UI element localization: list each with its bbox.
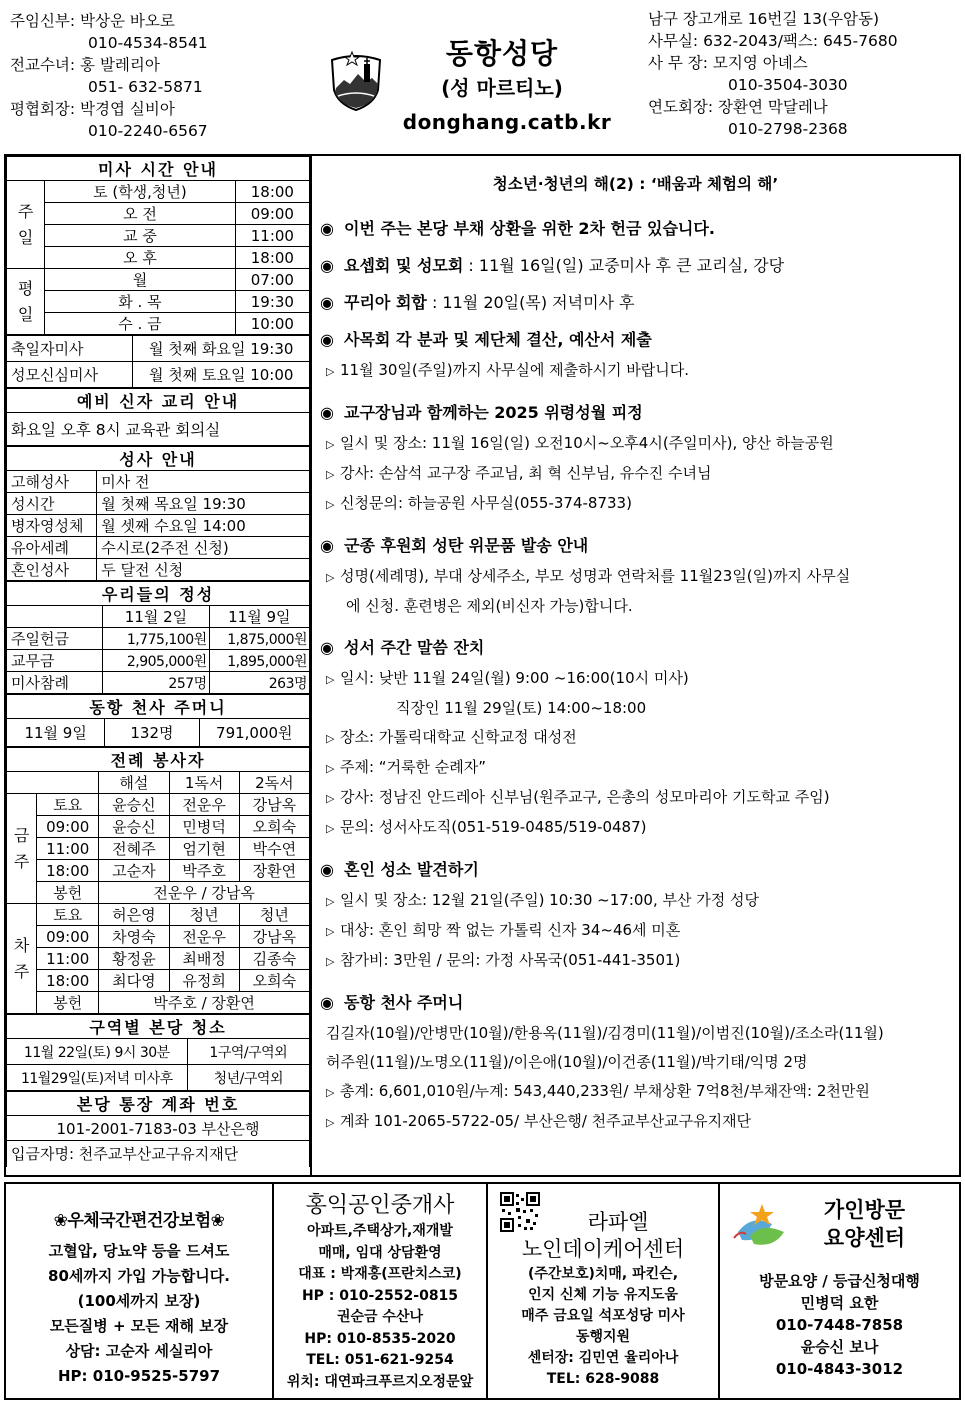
ad-line: (100세까지 보장) — [77, 1292, 201, 1310]
info-sidebar — [6, 156, 312, 1175]
account-table — [6, 1091, 310, 1167]
server-name: 최배정 — [169, 948, 239, 970]
ad-line: HP : 010-2552-0815 — [301, 1287, 459, 1304]
server-name: 유정희 — [169, 970, 239, 992]
notice-line — [320, 916, 951, 946]
notice-line — [320, 753, 951, 783]
notice-line-text: 총계: 6,601,010원/누계: 543,440,233원/ 부채상환 7억8천/부채잔액: 2천만원 — [340, 1082, 870, 1100]
triangle-bullet-icon: ▷ — [326, 365, 335, 378]
special-mass-name: 축일자미사 — [7, 336, 133, 362]
cleaning-group: 1구역/구역외 — [187, 1039, 309, 1065]
server-time: 11:00 — [37, 948, 99, 970]
ad-line: 대표 : 박재홍(프란치스코) — [298, 1266, 462, 1282]
notice-detail: : 11월 16일(일) 교중미사 후 큰 교리실, 강당 — [463, 256, 785, 275]
offering-col-date: 11월 2일 — [103, 606, 209, 628]
section-heading: 본당 통장 계좌 번호 — [7, 1092, 310, 1116]
ad-line: 고혈압, 당뇨약 등을 드셔도 — [48, 1242, 230, 1260]
offertory-names: 박주호 / 장환연 — [99, 992, 310, 1014]
notice-line-text: 성명(세례명), 부대 상세주소, 부모 성명과 연락처를 11월23일(일)까지 사무실 — [340, 567, 851, 585]
sacrament-value: 두 달전 신청 — [97, 559, 310, 581]
servers-col-header: 1독서 — [169, 772, 239, 794]
ad-real-estate — [274, 1184, 488, 1398]
ad-line: 위치: 대연파크푸르지오정문앞 — [286, 1373, 474, 1390]
special-mass-name: 성모신심미사 — [7, 362, 133, 388]
header-contact-line: 전교수녀: 홍 발레리아 — [10, 56, 160, 74]
account-number: 101-2001-7183-03 부산은행 — [7, 1116, 310, 1141]
notice-line-text: 일시 및 장소: 11월 16일(일) 오전10시~오후4시(주일미사), 양산 하늘공원 — [340, 434, 834, 452]
notice-line — [320, 813, 951, 843]
notice-line-text: 계좌 101-2065-5722-05/ 부산은행/ 천주교부산교구유지재단 — [340, 1112, 752, 1130]
section-heading: 전례 봉사자 — [7, 748, 310, 772]
sacrament-table — [6, 446, 310, 581]
notice-line-text: 참가비: 3만원 / 문의: 가정 사목국(051-441-3501) — [340, 951, 681, 969]
angel-amount: 791,000원 — [199, 719, 309, 747]
server-time: 18:00 — [37, 970, 99, 992]
triangle-bullet-icon: ▷ — [326, 1116, 335, 1129]
notice-title: 군종 후원회 성탄 위문품 발송 안내 — [344, 536, 589, 555]
notice-line — [320, 459, 951, 489]
ad-title: 가인방문 — [823, 1198, 906, 1222]
ad-line: 매매, 임대 상담환영 — [318, 1244, 442, 1261]
parish-title: 동항성당 — [445, 37, 559, 70]
servers-col-header: 해설 — [99, 772, 169, 794]
ad-title: 노인데이케어센터 — [521, 1237, 685, 1261]
notice-line — [320, 356, 951, 386]
notice-line-text: 일시 및 장소: 12월 21일(주일) 10:30 ~17:00, 부산 가정 성당 — [340, 891, 759, 909]
offering-value: 257명 — [103, 672, 209, 694]
ad-line: HP: 010-9525-5797 — [57, 1367, 221, 1385]
mass-time: 10:00 — [235, 313, 309, 335]
notice-line — [320, 1107, 951, 1137]
server-name: 김종숙 — [239, 948, 309, 970]
server-name: 엄기현 — [169, 838, 239, 860]
parish-masthead — [322, 10, 642, 150]
catechism-info: 화요일 오후 8시 교육관 회의실 — [7, 413, 310, 446]
mass-time: 09:00 — [235, 203, 309, 225]
mass-name: 오 후 — [45, 247, 236, 269]
notice-line-text: 에 신청. 훈련병은 제외(비신자 가능)합니다. — [346, 597, 633, 615]
ad-line: 인지 신체 기능 유지도움 — [528, 1287, 678, 1303]
server-name: 허은영 — [99, 904, 169, 926]
notice-line-text: 허주원(11월)/노명오(11월)/이은애(10월)/이건종(11월)/박기태/익명 2명 — [326, 1053, 808, 1071]
year-theme-title: 청소년·청년의 해(2) : ‘배움과 체험의 해’ — [492, 175, 779, 193]
bullet-icon: ◉ — [320, 638, 334, 657]
notice-line — [320, 489, 951, 519]
server-time: 토요 — [37, 794, 99, 816]
notice-line — [320, 592, 951, 621]
server-name: 오희숙 — [239, 970, 309, 992]
bullet-icon: ◉ — [320, 860, 334, 879]
section-heading: 미사 시간 안내 — [7, 157, 310, 181]
notice-item-heading — [320, 533, 951, 556]
ad-title: 라파엘 — [587, 1210, 649, 1234]
notice-line-text: 강사: 손삼석 교구장 주교님, 최 혁 신부님, 유수진 수녀님 — [340, 464, 712, 482]
offering-value: 2,905,000원 — [103, 650, 209, 672]
triangle-bullet-icon: ▷ — [326, 498, 335, 511]
triangle-bullet-icon: ▷ — [326, 673, 335, 686]
server-name: 강남옥 — [239, 794, 309, 816]
server-name: 최다영 — [99, 970, 169, 992]
server-name: 오희숙 — [239, 816, 309, 838]
notice-line — [320, 664, 951, 694]
special-mass-table — [6, 335, 310, 388]
bullet-icon: ◉ — [320, 256, 334, 275]
notice-line — [320, 1077, 951, 1107]
server-name: 청년 — [239, 904, 309, 926]
notice-item-heading — [320, 253, 951, 276]
ad-daycare-center — [488, 1184, 720, 1398]
notice-line — [320, 723, 951, 753]
notice-item-heading — [320, 990, 951, 1013]
ad-line: 상담: 고순자 세실리아 — [65, 1342, 213, 1360]
notice-item-heading — [320, 290, 951, 313]
header-contact-line: 010-4534-8541 — [88, 34, 208, 52]
server-name: 청년 — [169, 904, 239, 926]
sacrament-name: 병자영성체 — [7, 515, 97, 537]
section-heading: 예비 신자 교리 안내 — [7, 389, 310, 413]
header-contact-line: 평협회장: 박경엽 실비아 — [10, 100, 175, 118]
ad-line: 매주 금요일 석포성당 미사 — [521, 1308, 685, 1324]
notice-detail: : 11월 20일(목) 저녁미사 후 — [426, 293, 635, 312]
ad-line: 윤승신 보나 — [800, 1338, 879, 1356]
section-heading: 성사 안내 — [7, 447, 310, 471]
servers-corner — [7, 772, 99, 794]
angel-date: 11월 9일 — [7, 719, 105, 747]
server-name: 박수연 — [239, 838, 309, 860]
triangle-bullet-icon: ▷ — [326, 925, 335, 938]
parish-emblem-icon — [328, 46, 384, 112]
notice-title: 꾸리아 회합 — [344, 293, 427, 312]
ad-line: TEL: 051-621-9254 — [306, 1352, 454, 1368]
notice-line — [320, 694, 951, 723]
bullet-icon: ◉ — [320, 403, 334, 422]
parish-website-link[interactable]: donghang.catb.kr — [402, 110, 612, 134]
header-contact-line: 010-2798-2368 — [728, 120, 848, 138]
triangle-bullet-icon: ▷ — [326, 1086, 335, 1099]
sacrament-name: 혼인성사 — [7, 559, 97, 581]
notice-line-text: 장소: 가톨릭대학교 신학교정 대성전 — [340, 728, 577, 746]
offering-col-date: 11월 9일 — [209, 606, 309, 628]
notice-item-heading — [320, 327, 951, 350]
sacrament-name: 고해성사 — [7, 471, 97, 493]
bullet-icon: ◉ — [320, 993, 334, 1012]
server-name: 전혜주 — [99, 838, 169, 860]
header-contact-line: 051- 632-5871 — [88, 78, 203, 96]
qr-code-icon[interactable] — [500, 1192, 540, 1232]
mass-name: 수 . 금 — [45, 313, 236, 335]
clergy-contacts — [10, 10, 310, 142]
notice-item-heading — [320, 216, 951, 239]
notice-line-text: 신청문의: 하늘공원 사무실(055-374-8733) — [340, 494, 632, 512]
notice-line — [320, 886, 951, 916]
week-label: 금 주 — [7, 794, 37, 904]
sacrament-value: 수시로(2주전 신청) — [97, 537, 310, 559]
notice-title: 교구장님과 함께하는 2025 위령성월 피정 — [344, 403, 643, 422]
mass-time: 18:00 — [235, 247, 309, 269]
mass-name: 오 전 — [45, 203, 236, 225]
triangle-bullet-icon: ▷ — [326, 895, 335, 908]
offering-value: 263명 — [209, 672, 309, 694]
weekday-label: 평 일 — [7, 269, 45, 335]
ad-line: TEL: 628-9088 — [546, 1371, 660, 1387]
ad-line: 010-4843-3012 — [775, 1360, 904, 1378]
bullet-icon: ◉ — [320, 293, 334, 312]
parish-subtitle: (성 마르티노) — [441, 76, 563, 100]
offertory-names: 전운우 / 강남옥 — [99, 882, 310, 904]
offering-name: 교무금 — [7, 650, 103, 672]
bulletin-header — [4, 4, 961, 152]
cleaning-date: 11월29일(토)저녁 미사후 — [7, 1065, 188, 1091]
servers-col-header: 2독서 — [239, 772, 309, 794]
sacrament-name: 유아세례 — [7, 537, 97, 559]
sacrament-value: 월 첫째 목요일 19:30 — [97, 493, 310, 515]
angel-pouch-table — [6, 694, 310, 747]
account-holder: 입금자명: 천주교부산교구유지재단 — [7, 1141, 310, 1167]
notice-line — [320, 1048, 951, 1077]
cleaning-date: 11월 22일(토) 9시 30분 — [7, 1039, 188, 1065]
server-time: 18:00 — [37, 860, 99, 882]
header-contact-line: 010-3504-3030 — [728, 76, 848, 94]
cleaning-group: 청년/구역외 — [187, 1065, 309, 1091]
server-name: 황정윤 — [99, 948, 169, 970]
notice-line-text: 문의: 성서사도직(051-519-0485/519-0487) — [340, 818, 647, 836]
notice-item-heading — [320, 635, 951, 658]
main-content — [4, 154, 961, 1177]
triangle-bullet-icon: ▷ — [326, 955, 335, 968]
bullet-icon: ◉ — [320, 330, 334, 349]
ad-line: 모든질병 + 모든 재해 보장 — [49, 1317, 229, 1335]
notice-line — [320, 946, 951, 976]
server-time: 09:00 — [37, 816, 99, 838]
triangle-bullet-icon: ▷ — [326, 571, 335, 584]
mass-time: 18:00 — [235, 181, 309, 203]
offering-table — [6, 581, 310, 694]
week-label: 차 주 — [7, 904, 37, 1014]
notice-line-text: 직장인 11월 29일(토) 14:00~18:00 — [396, 699, 647, 717]
triangle-bullet-icon: ▷ — [326, 792, 335, 805]
server-name: 장환연 — [239, 860, 309, 882]
ad-line: (주간보호)치매, 파킨슨, — [527, 1266, 679, 1282]
angel-count: 132명 — [105, 719, 199, 747]
special-mass-time: 월 첫째 화요일 19:30 — [133, 336, 310, 362]
ad-line: 010-7448-7858 — [775, 1316, 904, 1334]
triangle-bullet-icon: ▷ — [326, 762, 335, 775]
notice-board — [314, 156, 959, 1175]
offering-value: 1,775,100원 — [103, 628, 209, 650]
mass-name: 교 중 — [45, 225, 236, 247]
notice-title: 혼인 성소 발견하기 — [344, 860, 479, 879]
ad-line: 80세까지 가입 가능합니다. — [48, 1267, 230, 1285]
server-time: 봉헌 — [37, 882, 99, 904]
sacrament-value: 월 셋째 수요일 14:00 — [97, 515, 310, 537]
header-contact-line: 사무실: 632-2043/팩스: 645-7680 — [648, 32, 898, 50]
triangle-bullet-icon: ▷ — [326, 822, 335, 835]
offering-value: 1,895,000원 — [209, 650, 309, 672]
notice-line-text: 김길자(10월)/안병만(10월)/한용옥(11월)/김경미(11월)/이범진(10월)/조소라(11월) — [326, 1024, 884, 1042]
notice-title: 성서 주간 말씀 잔치 — [344, 638, 485, 657]
ad-line: 민병덕 요한 — [800, 1294, 879, 1312]
sacrament-name: 성시간 — [7, 493, 97, 515]
notice-line — [320, 783, 951, 813]
ad-line: 동행지원 — [575, 1329, 631, 1345]
server-name: 고순자 — [99, 860, 169, 882]
ad-title: 요양센터 — [823, 1226, 906, 1250]
mass-schedule-table — [6, 156, 310, 335]
ad-line: 권순금 수산나 — [336, 1309, 424, 1325]
notice-title: 이번 주는 본당 부채 상환을 위한 2차 헌금 있습니다. — [344, 219, 715, 238]
offering-value: 1,875,000원 — [209, 628, 309, 650]
section-heading: 우리들의 정성 — [7, 582, 310, 606]
notice-line-text: 대상: 혼인 희망 짝 없는 가톨릭 신자 34~46세 미혼 — [340, 921, 681, 939]
catechism-table — [6, 388, 310, 446]
notice-line-text: 주제: “거룩한 순례자” — [340, 758, 487, 776]
notice-line-text: 일시: 낮반 11월 24일(월) 9:00 ~16:00(10시 미사) — [340, 669, 689, 687]
notice-line — [320, 429, 951, 459]
triangle-bullet-icon: ▷ — [326, 438, 335, 451]
care-center-logo-icon — [732, 1202, 790, 1248]
ad-line: 방문요양 / 등급신청대행 — [759, 1272, 920, 1290]
notice-list — [320, 216, 951, 1137]
mass-time: 11:00 — [235, 225, 309, 247]
ad-line: 센터장: 김민연 율리아나 — [527, 1350, 679, 1366]
ad-postal-insurance — [6, 1184, 274, 1398]
notice-line-text: 11월 30일(주일)까지 사무실에 제출하시기 바랍니다. — [340, 361, 690, 379]
header-contact-line: 남구 장고개로 16번길 13(우암동) — [648, 10, 880, 28]
notice-item-heading — [320, 400, 951, 423]
ad-title: 홍익공인중개사 — [305, 1193, 455, 1218]
ad-title: ❀우체국간편건강보험❀ — [53, 1211, 225, 1231]
server-name: 강남옥 — [239, 926, 309, 948]
server-name: 전운우 — [169, 926, 239, 948]
notice-title: 동항 천사 주머니 — [344, 993, 464, 1012]
triangle-bullet-icon: ▷ — [326, 732, 335, 745]
sunday-label: 주 일 — [7, 181, 45, 269]
sacrament-value: 미사 전 — [97, 471, 310, 493]
server-name: 차영숙 — [99, 926, 169, 948]
office-contacts — [648, 8, 960, 140]
server-name: 윤승신 — [99, 816, 169, 838]
ad-line: 아파트,주택상가,재개발 — [307, 1223, 453, 1239]
liturgy-servers-table — [6, 747, 310, 1014]
notice-item-heading — [320, 857, 951, 880]
mass-name: 월 — [45, 269, 236, 291]
triangle-bullet-icon: ▷ — [326, 468, 335, 481]
offering-name: 미사참례 — [7, 672, 103, 694]
ad-home-care-center — [720, 1184, 959, 1398]
header-contact-line: 010-2240-6567 — [88, 122, 208, 140]
offering-name: 주일헌금 — [7, 628, 103, 650]
cleaning-table — [6, 1014, 310, 1091]
ads-section — [4, 1182, 961, 1400]
notice-title: 요셉회 및 성모회 — [344, 256, 464, 275]
ad-line: HP: 010-8535-2020 — [304, 1330, 456, 1347]
server-time: 토요 — [37, 904, 99, 926]
server-name: 전운우 — [169, 794, 239, 816]
notice-title: 사목회 각 분과 및 제단체 결산, 예산서 제출 — [344, 330, 652, 349]
special-mass-time: 월 첫째 토요일 10:00 — [133, 362, 310, 388]
mass-time: 07:00 — [235, 269, 309, 291]
mass-name: 화 . 목 — [45, 291, 236, 313]
header-contact-line: 주임신부: 박상운 바오로 — [10, 12, 175, 30]
header-contact-line: 사 무 장: 모지영 아녜스 — [648, 54, 808, 72]
server-name: 박주호 — [169, 860, 239, 882]
mass-time: 19:30 — [235, 291, 309, 313]
server-time: 11:00 — [37, 838, 99, 860]
server-name: 민병덕 — [169, 816, 239, 838]
server-name: 윤승신 — [99, 794, 169, 816]
mass-name: 토 (학생,청년) — [45, 181, 236, 203]
bullet-icon: ◉ — [320, 536, 334, 555]
header-contact-line: 연도회장: 장환연 막달레나 — [648, 98, 828, 116]
notice-line-text: 강사: 정남진 안드레아 신부님(원주교구, 은총의 성모마리아 기도학교 주임) — [340, 788, 830, 806]
server-time: 09:00 — [37, 926, 99, 948]
notice-line — [320, 1019, 951, 1048]
section-heading: 동항 천사 주머니 — [7, 695, 310, 719]
notice-line — [320, 562, 951, 592]
server-time: 봉헌 — [37, 992, 99, 1014]
section-heading: 구역별 본당 청소 — [7, 1015, 310, 1039]
bullet-icon: ◉ — [320, 219, 334, 238]
